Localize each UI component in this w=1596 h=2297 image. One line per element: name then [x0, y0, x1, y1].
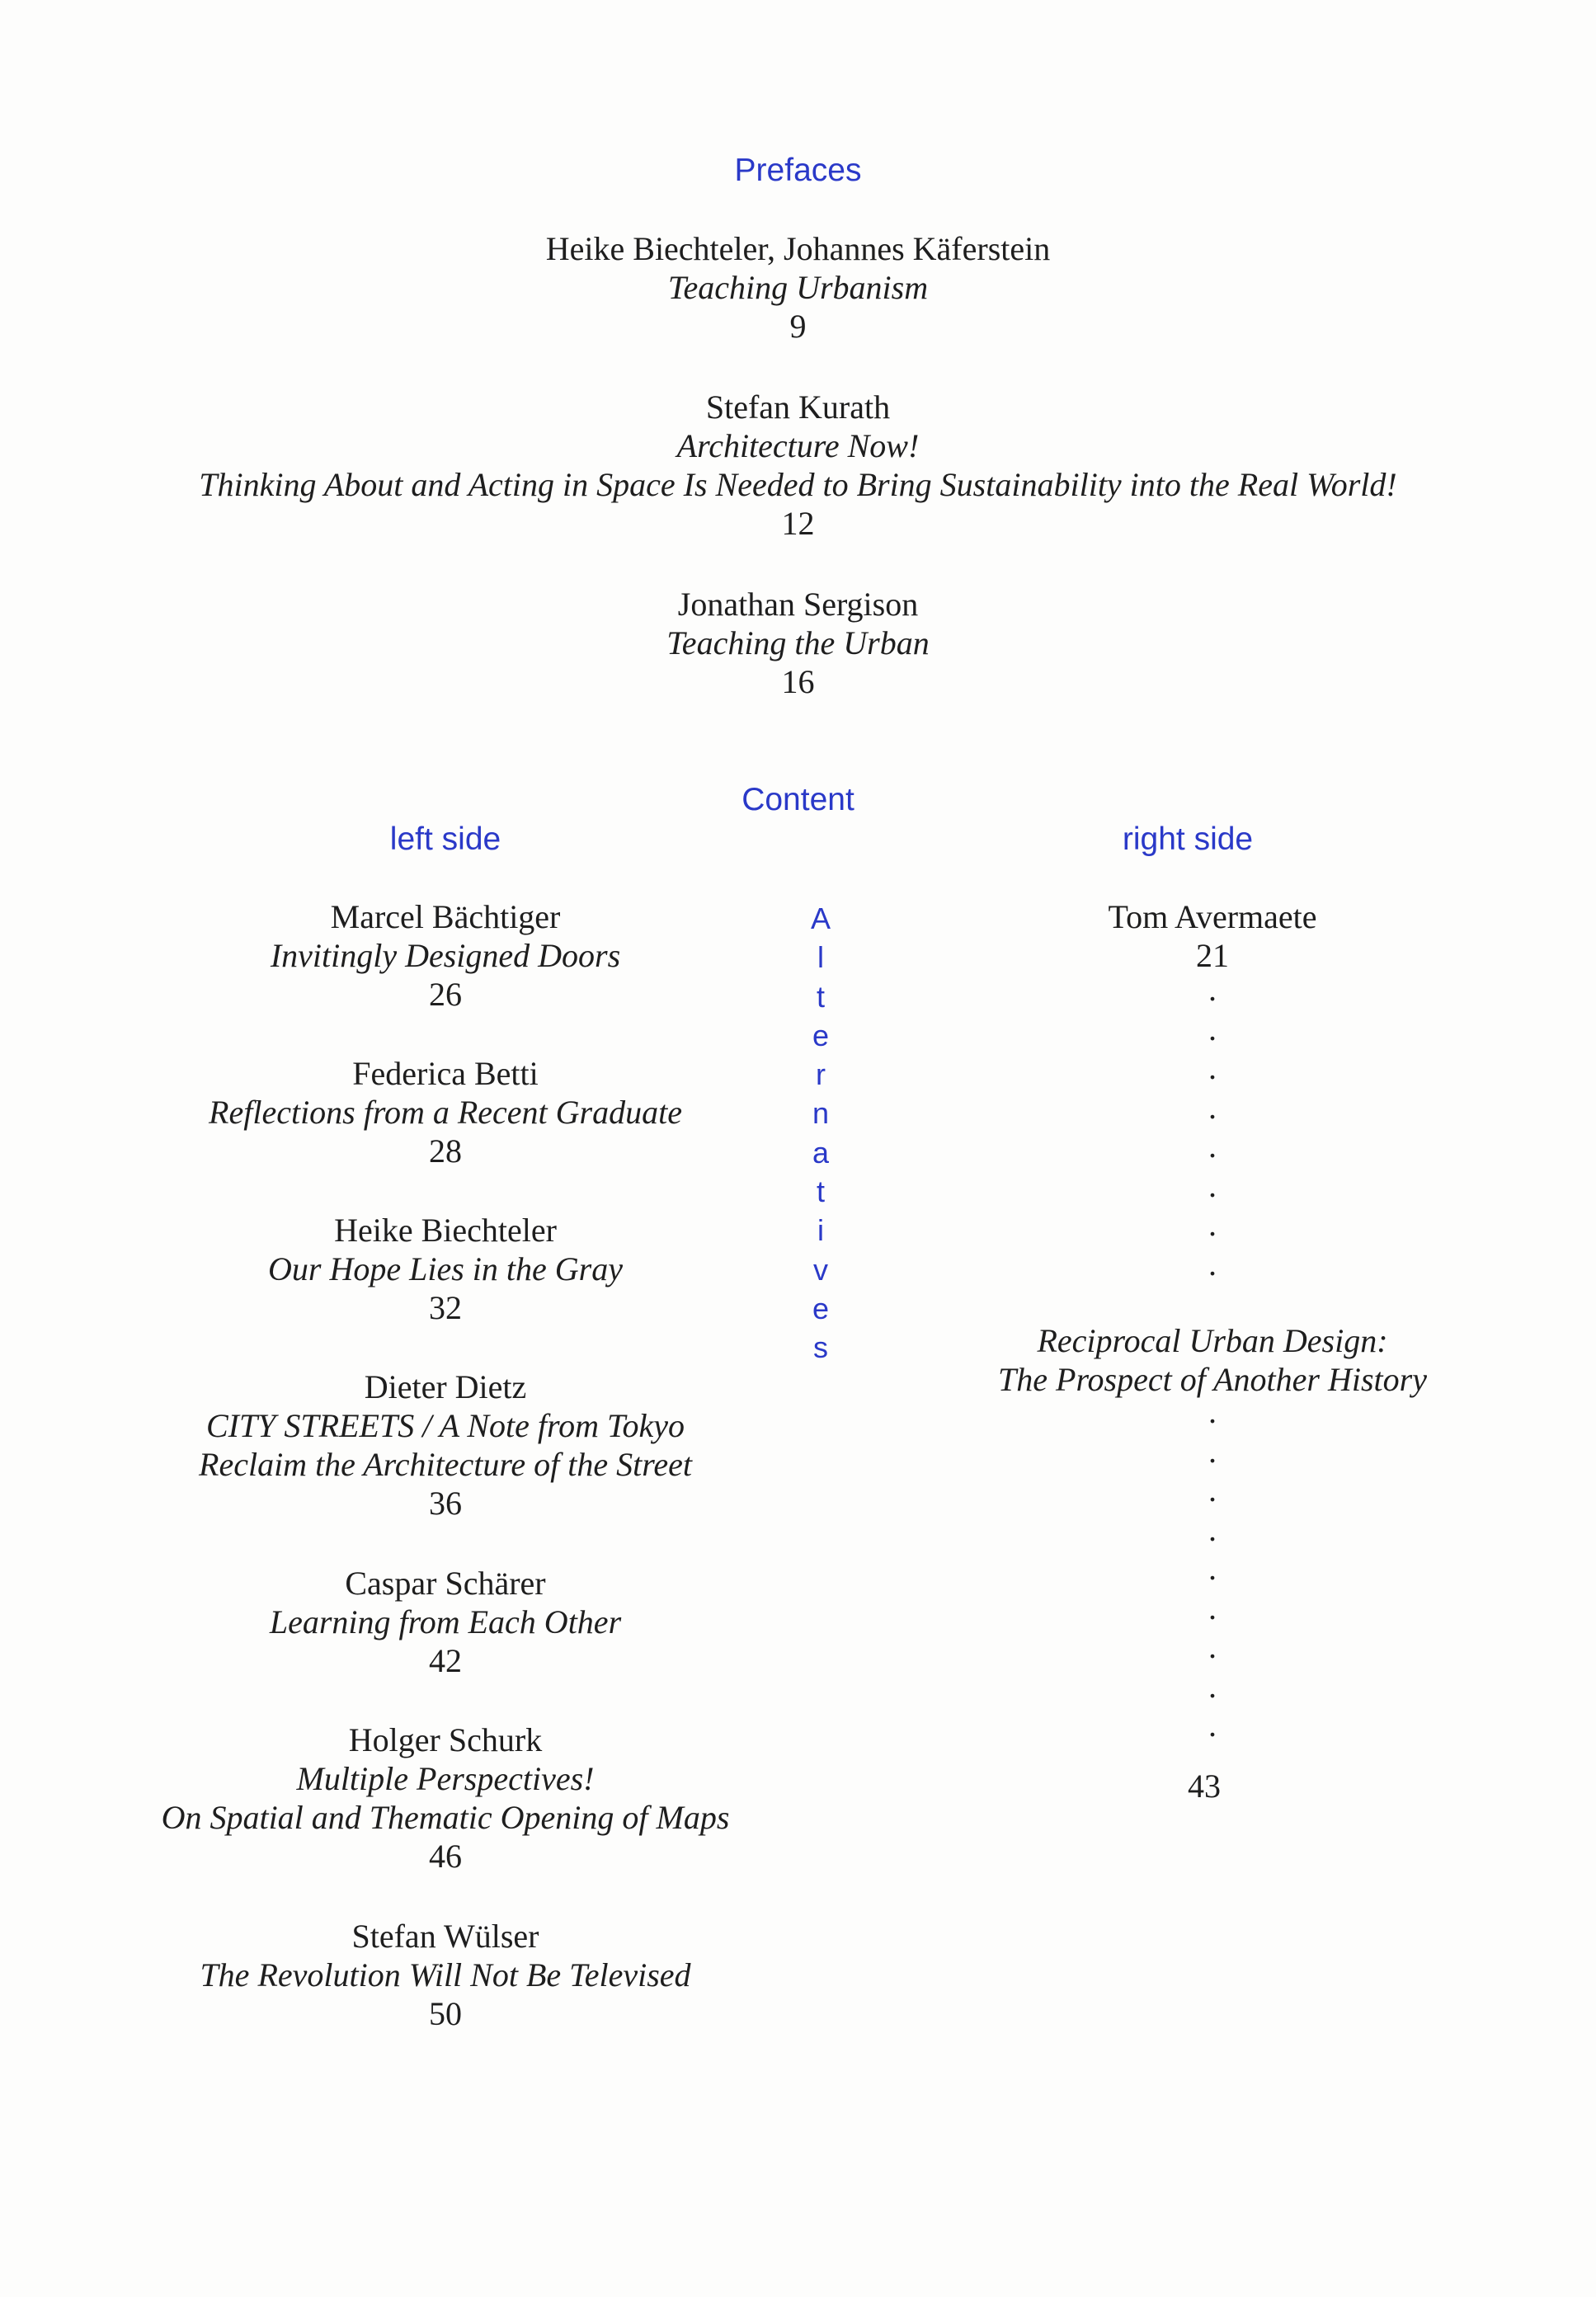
entry-subtitle: Thinking About and Acting in Space Is Needed to Bring Sustainability into the Real World! — [199, 466, 1397, 503]
entry-page-number: 28 — [429, 1132, 462, 1170]
leader-dot: . — [1208, 971, 1217, 1008]
vertical-letter: a — [812, 1135, 830, 1170]
entry-subtitle: The Prospect of Another History — [998, 1361, 1427, 1398]
entry-subtitle: On Spatial and Thematic Opening of Maps — [161, 1799, 730, 1836]
entry-start-page: 21 — [1196, 937, 1229, 974]
preface-entry — [0, 585, 1596, 701]
entry-title: Multiple Perspectives! — [296, 1760, 595, 1797]
left-entry — [66, 1720, 825, 1876]
entry-author: Stefan Kurath — [705, 388, 891, 426]
leader-dot: . — [1208, 1049, 1217, 1086]
dotted-leader-top — [891, 970, 1534, 1283]
entry-page-number: 50 — [429, 1995, 462, 2032]
left-entry — [66, 1054, 825, 1170]
entry-title: Teaching Urbanism — [667, 269, 929, 306]
right-entry-head — [891, 897, 1534, 975]
leader-dot: . — [1208, 1393, 1217, 1430]
left-entry — [66, 1564, 825, 1680]
entry-page-number: 36 — [429, 1485, 462, 1522]
leader-dot: . — [1208, 1510, 1217, 1548]
entry-author: Heike Biechteler, Johannes Käferstein — [545, 230, 1051, 267]
left-entry — [66, 1211, 825, 1327]
leader-dot: . — [1208, 1628, 1217, 1665]
entry-page-number: 46 — [429, 1838, 462, 1875]
entry-title: Reciprocal Urban Design: — [1037, 1322, 1388, 1359]
vertical-letter: t — [816, 1174, 825, 1209]
entry-subtitle: Reclaim the Architecture of the Street — [199, 1446, 692, 1483]
entry-page-number: 9 — [789, 308, 807, 345]
leader-dot: . — [1208, 1166, 1217, 1204]
entry-page-number: 12 — [781, 505, 815, 542]
leader-dot: . — [1208, 1550, 1217, 1587]
prefaces-heading: Prefaces — [734, 153, 862, 188]
entry-page-number: 26 — [429, 976, 462, 1013]
right-side-label: right side — [1122, 821, 1254, 857]
preface-entry — [0, 388, 1596, 543]
entry-author: Holger Schurk — [348, 1721, 543, 1758]
entry-page-number: 42 — [429, 1642, 462, 1679]
entry-title: Invitingly Designed Doors — [270, 937, 621, 974]
left-entry — [66, 897, 825, 1014]
vertical-letter: r — [816, 1057, 826, 1092]
entry-title: The Revolution Will Not Be Televised — [200, 1956, 691, 1993]
left-entry — [66, 1367, 825, 1523]
entry-author: Federica Betti — [352, 1055, 539, 1092]
entry-title: Reflections from a Recent Graduate — [209, 1094, 682, 1131]
entry-author: Caspar Schärer — [345, 1565, 546, 1602]
leader-dot: . — [1208, 1088, 1217, 1126]
entry-end-page: 43 — [1188, 1767, 1221, 1805]
leader-dot: . — [1208, 1706, 1217, 1744]
right-entry-title — [891, 1321, 1534, 1399]
entry-title: Learning from Each Other — [269, 1603, 622, 1640]
leader-dot: . — [1208, 1206, 1217, 1243]
leader-dot: . — [1208, 1127, 1217, 1165]
leader-dot: . — [1208, 1432, 1217, 1470]
entry-title: Our Hope Lies in the Gray — [268, 1250, 623, 1287]
vertical-letter: e — [812, 1018, 830, 1052]
right-entry-end — [858, 1767, 1551, 1805]
vertical-letter: s — [813, 1330, 828, 1365]
entry-author: Jonathan Sergison — [677, 586, 919, 623]
entry-author: Stefan Wülser — [351, 1918, 539, 1955]
content-heading: Content — [742, 782, 854, 817]
vertical-letter: l — [817, 940, 824, 975]
leader-dot: . — [1208, 1589, 1217, 1626]
leader-dot: . — [1208, 1010, 1217, 1047]
entry-title: Architecture Now! — [676, 427, 920, 464]
leader-dot: . — [1208, 1667, 1217, 1705]
entry-author: Marcel Bächtiger — [330, 898, 561, 935]
left-entry — [66, 1917, 825, 2033]
entry-title: CITY STREETS / A Note from Tokyo — [205, 1407, 685, 1444]
entry-author: Tom Avermaete — [1108, 898, 1317, 935]
entry-author: Heike Biechteler — [334, 1212, 557, 1249]
vertical-letter: A — [810, 901, 831, 935]
entry-title: Teaching the Urban — [666, 624, 930, 661]
alternatives-vertical-word — [792, 899, 850, 1367]
vertical-letter: n — [812, 1096, 830, 1131]
left-side-label: left side — [389, 821, 501, 857]
vertical-letter: t — [816, 979, 825, 1014]
leader-dot: . — [1208, 1471, 1217, 1509]
preface-entry — [0, 229, 1596, 346]
entry-page-number: 16 — [781, 663, 815, 700]
vertical-letter: v — [813, 1252, 828, 1287]
entry-page-number: 32 — [429, 1289, 462, 1326]
vertical-letter: i — [817, 1213, 824, 1248]
leader-dot: . — [1208, 1245, 1217, 1283]
dotted-leader-bottom — [891, 1392, 1534, 1745]
entry-author: Dieter Dietz — [364, 1368, 527, 1405]
vertical-letter: e — [812, 1291, 830, 1325]
